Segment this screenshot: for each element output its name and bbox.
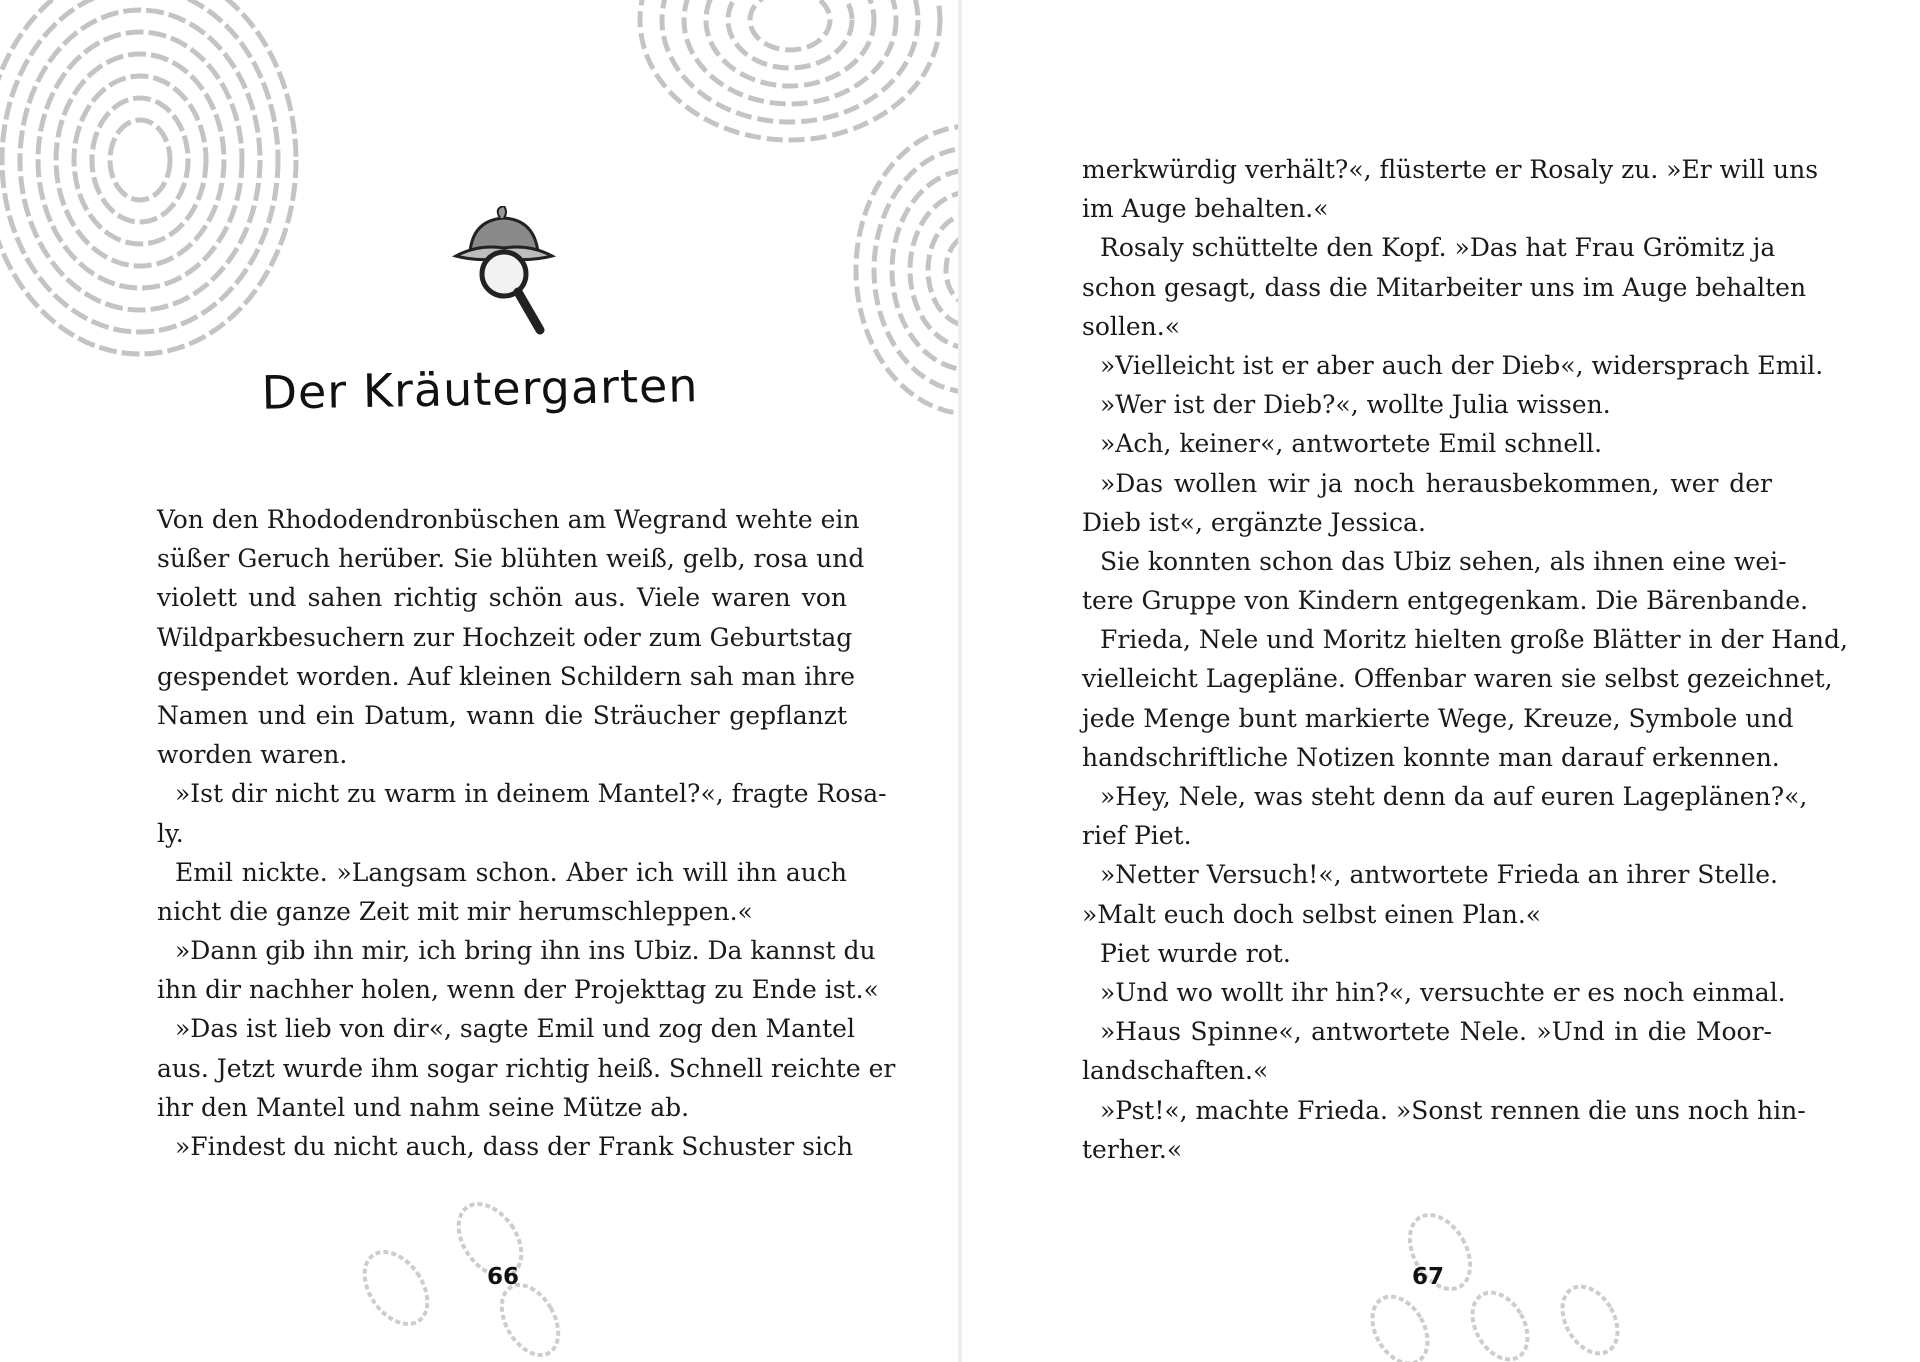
text-line: süßer Geruch herüber. Sie blühten weiß, gelb, rosa und [157,544,865,574]
right-page-text [1082,150,1848,1169]
text-line: »Dann gib ihn mir, ich bring ihn ins Ubiz. Da kannst du [175,936,876,966]
text-line: »Ach, keiner«, antwortete Emil schnell. [1100,429,1603,459]
page-number-left: 66 [487,1264,520,1290]
text-line: »Ist dir nicht zu warm in deinem Mantel?«, fragte Rosa- [175,779,887,809]
detective-hat-magnifier-icon [448,206,558,336]
text-line: landschaften.« [1082,1056,1269,1086]
text-line: Piet wurde rot. [1100,938,1291,968]
text-line: Sie konnten schon das Ubiz sehen, als ihnen eine wei- [1100,546,1787,576]
text-line: »Hey, Nele, was steht denn da auf euren Lageplänen?«, [1100,782,1808,811]
text-line: »Haus Spinne«, antwortete Nele. »Und in die Moor- [1100,1017,1772,1047]
text-line: worden waren. [157,740,348,770]
text-line: violett und sahen richtig schön aus. Viele waren von [157,583,847,613]
text-line: Emil nickte. »Langsam schon. Aber ich will ihn auch [175,857,847,887]
text-line: nicht die ganze Zeit mit mir herumschleppen.« [157,896,753,926]
text-line: »Pst!«, machte Frieda. »Sonst rennen die uns noch hin- [1100,1095,1806,1125]
text-line: schon gesagt, dass die Mitarbeiter uns im Auge behalten [1082,272,1807,302]
page-number-right: 67 [1412,1264,1445,1290]
text-line: »Und wo wollt ihr hin?«, versuchte er es noch einmal. [1100,977,1786,1007]
text-line: rief Piet. [1082,821,1192,851]
text-line: Frieda, Nele und Moritz hielten große Blätter in der Hand, [1100,625,1848,655]
text-line: »Das ist lieb von dir«, sagte Emil und zog den Mantel [175,1014,855,1044]
text-line: tere Gruppe von Kindern entgegenkam. Die Bärenbande. [1082,586,1809,616]
text-line: »Netter Versuch!«, antwortete Frieda an ihrer Stelle. [1100,860,1778,890]
text-line: aus. Jetzt wurde ihm sogar richtig heiß. Schnell reichte er [157,1053,896,1083]
text-line: gespendet worden. Auf kleinen Schildern sah man ihre [157,661,856,691]
text-line: merkwürdig verhält?«, flüsterte er Rosaly zu. »Er will uns [1082,155,1819,184]
text-line: handschriftliche Notizen konnte man darauf erkennen. [1082,742,1780,772]
footprints-right-icon [1360,1200,1680,1362]
text-line: im Auge behalten.« [1082,194,1329,224]
text-line: sollen.« [1082,311,1181,341]
chapter-title: Der Kräutergarten [261,358,699,420]
right-page [960,0,1920,1362]
text-line: terher.« [1082,1134,1183,1164]
left-page-text [157,500,896,1166]
fingerprint-left-icon [0,0,320,380]
text-line: Rosaly schüttelte den Kopf. »Das hat Frau Grömitz ja [1100,233,1776,263]
text-line: jede Menge bunt markierte Wege, Kreuze, Symbole und [1082,703,1794,733]
text-line: »Findest du nicht auch, dass der Frank Schuster sich [175,1132,854,1161]
text-line: Dieb ist«, ergänzte Jessica. [1082,507,1426,537]
text-line: ly. [157,818,184,848]
text-line: »Das wollen wir ja noch herausbekommen, wer der [1100,468,1772,498]
text-line: Namen und ein Datum, wann die Sträucher gepflanzt [157,700,847,730]
text-line: ihr den Mantel und nahm seine Mütze ab. [157,1092,690,1122]
text-line: Wildparkbesuchern zur Hochzeit oder zum Geburtstag [157,622,853,652]
footprints-left-icon [330,1200,590,1362]
text-line: »Wer ist der Dieb?«, wollte Julia wissen. [1100,390,1611,420]
text-line: »Vielleicht ist er aber auch der Dieb«, widersprach Emil. [1100,350,1824,380]
text-line: »Malt euch doch selbst einen Plan.« [1082,899,1542,929]
text-line: ihn dir nachher holen, wenn der Projekttag zu Ende ist.« [157,975,879,1005]
text-line: vielleicht Lagepläne. Offenbar waren sie selbst gezeichnet, [1082,664,1833,694]
text-line: Von den Rhododendronbüschen am Wegrand wehte ein [157,505,860,534]
